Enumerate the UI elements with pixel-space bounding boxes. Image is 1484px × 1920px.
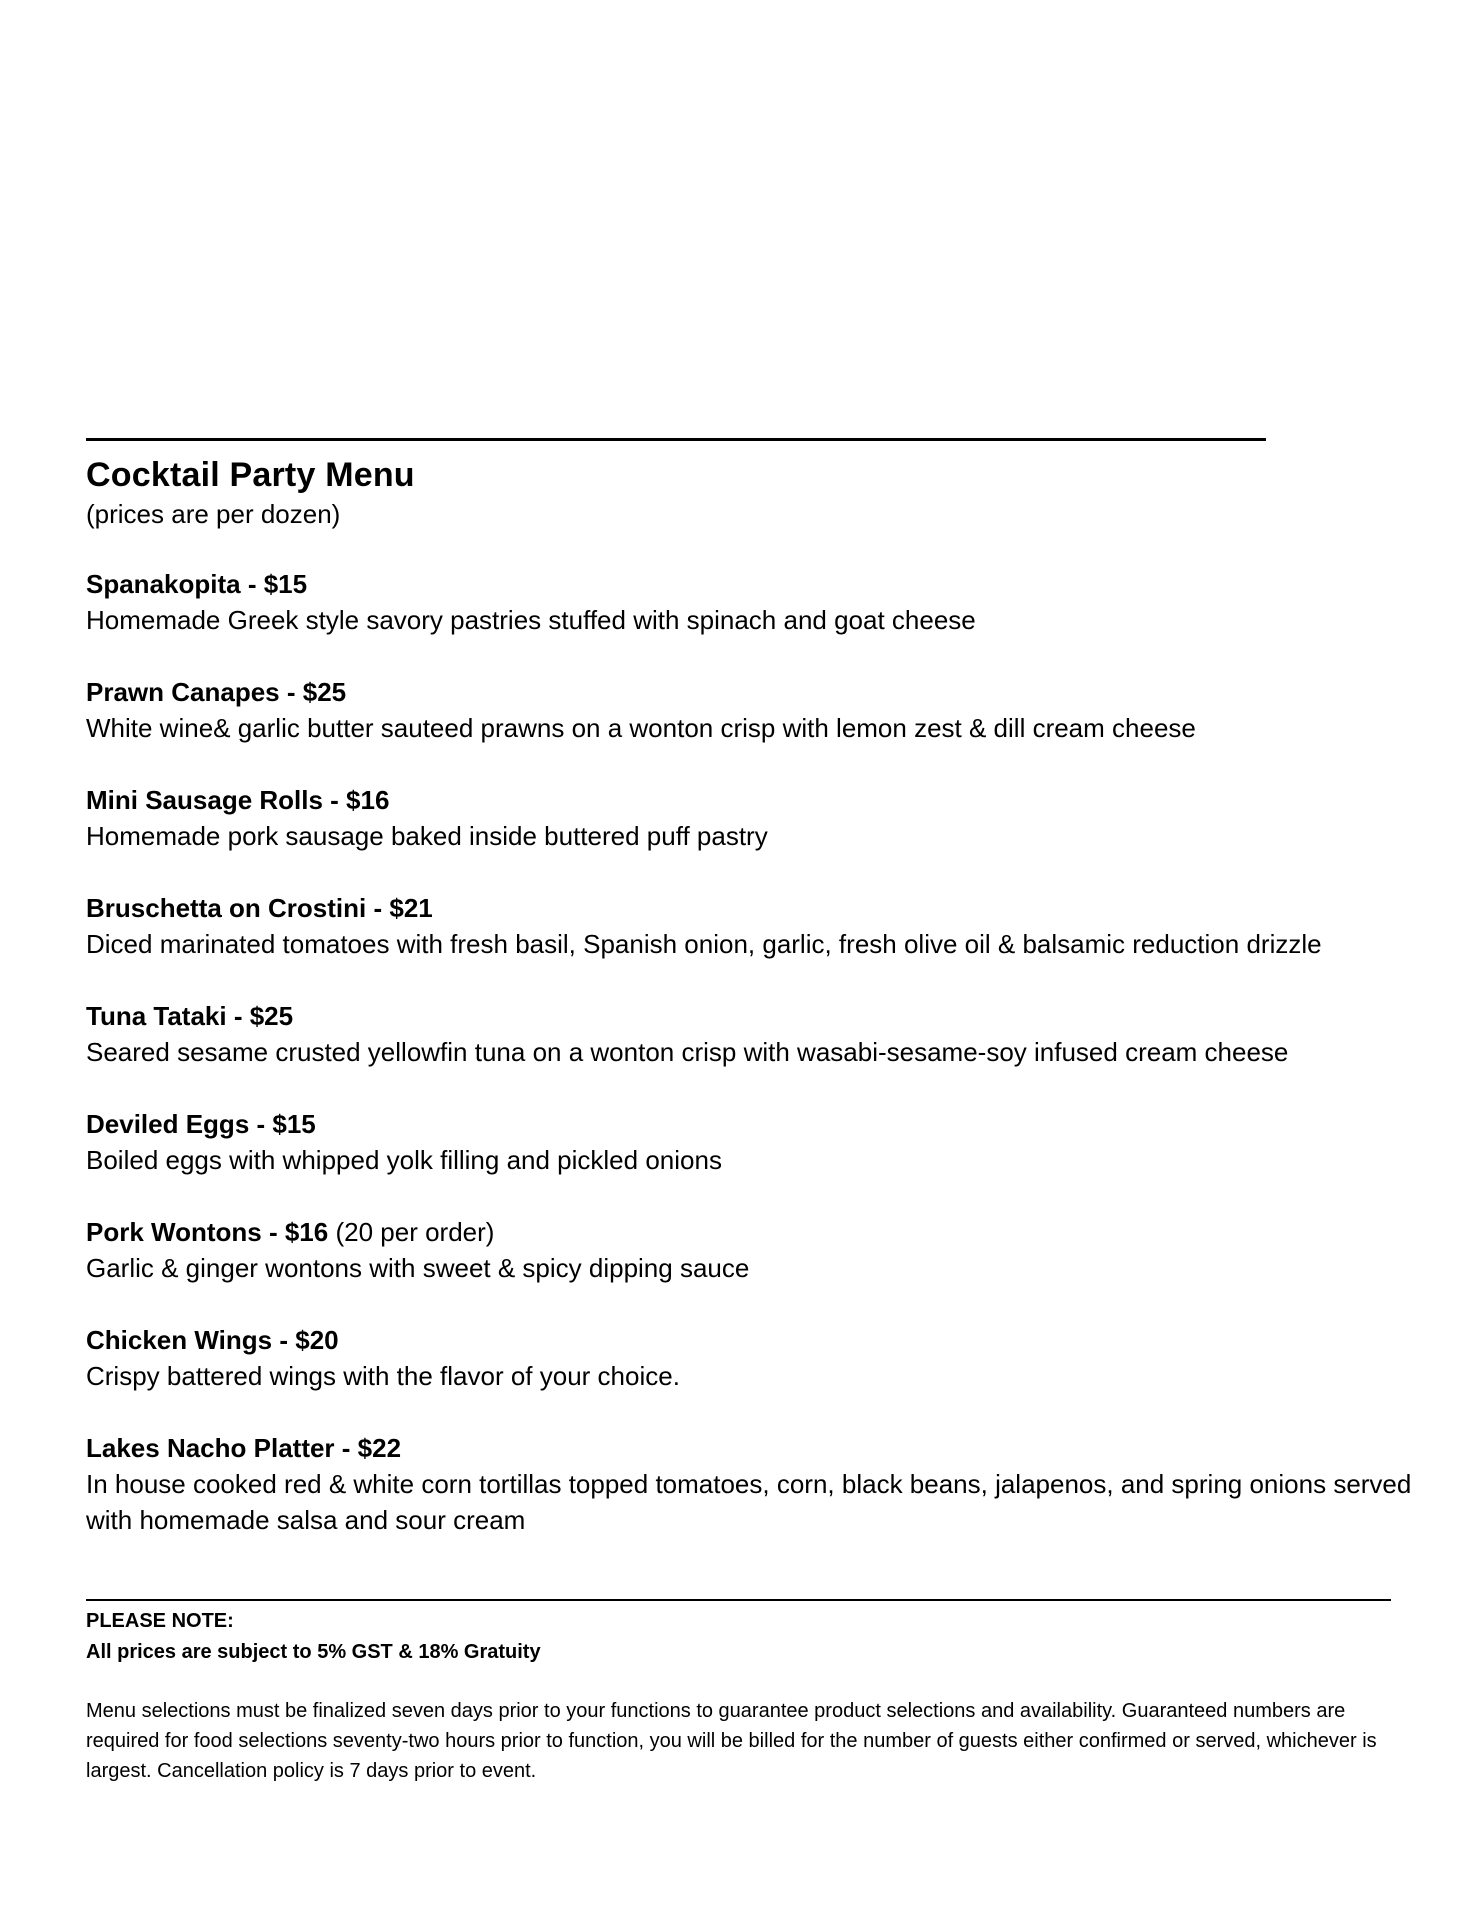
- cocktail-menu: [86, 454, 1426, 1574]
- menu-item-description: Homemade pork sausage baked inside buttered puff pastry: [86, 821, 768, 851]
- top-divider: [86, 438, 1266, 441]
- menu-item-note: (20 per order): [335, 1217, 495, 1247]
- menu-item-heading: [86, 1322, 1426, 1358]
- page-subtitle: (prices are per dozen): [86, 499, 341, 529]
- menu-item: [86, 1106, 1426, 1178]
- menu-item: [86, 890, 1426, 962]
- menu-item: [86, 674, 1426, 746]
- menu-item-name: Chicken Wings - $20: [86, 1325, 339, 1355]
- page-title: Cocktail Party Menu: [86, 456, 415, 494]
- menu-item: [86, 1214, 1426, 1286]
- menu-item: [86, 998, 1426, 1070]
- menu-item-description: Seared sesame crusted yellowfin tuna on a wonton crisp with wasabi-sesame-soy infused cream cheese: [86, 1037, 1289, 1067]
- bottom-divider: [86, 1599, 1391, 1601]
- menu-item-heading: [86, 890, 1426, 926]
- menu-item-name: Mini Sausage Rolls - $16: [86, 785, 390, 815]
- menu-item-name: Pork Wontons - $16: [86, 1217, 329, 1247]
- menu-item-heading: [86, 998, 1426, 1034]
- menu-item-heading: [86, 1214, 1426, 1250]
- menu-item: [86, 566, 1426, 638]
- policy-note: Menu selections must be finalized seven days prior to your functions to guarantee product selections and availability. Guaranteed numbers are required for food selections seventy-two hours prior to function, you will be billed for the number of guests either confirmed or served, whichever is largest. Cancellation policy is 7 days prior to event.: [86, 1700, 1377, 1782]
- menu-item-name: Deviled Eggs - $15: [86, 1109, 316, 1139]
- menu-item-description: White wine& garlic butter sauteed prawns on a wonton crisp with lemon zest & dill cream cheese: [86, 713, 1196, 743]
- menu-item-name: Tuna Tataki - $25: [86, 1001, 294, 1031]
- menu-item: [86, 782, 1426, 854]
- menu-items: [86, 566, 1426, 1538]
- taxes-note: All prices are subject to 5% GST & 18% Gratuity: [86, 1641, 541, 1663]
- menu-item-description: Homemade Greek style savory pastries stuffed with spinach and goat cheese: [86, 605, 976, 635]
- menu-item-heading: [86, 1106, 1426, 1142]
- menu-item-name: Lakes Nacho Platter - $22: [86, 1433, 402, 1463]
- menu-item-heading: [86, 566, 1426, 602]
- menu-item: [86, 1322, 1426, 1394]
- notes-section: [86, 1606, 1396, 1786]
- menu-item-description: Boiled eggs with whipped yolk filling and pickled onions: [86, 1145, 722, 1175]
- menu-item-heading: [86, 782, 1426, 818]
- menu-item-description: In house cooked red & white corn tortillas topped tomatoes, corn, black beans, jalapenos, and spring onions served with homemade salsa and sour cream: [86, 1469, 1412, 1535]
- menu-item-name: Spanakopita - $15: [86, 569, 308, 599]
- menu-item-description: Garlic & ginger wontons with sweet & spicy dipping sauce: [86, 1253, 750, 1283]
- menu-item-name: Bruschetta on Crostini - $21: [86, 893, 433, 923]
- menu-item: [86, 1430, 1426, 1538]
- menu-item-name: Prawn Canapes - $25: [86, 677, 347, 707]
- menu-item-heading: [86, 674, 1426, 710]
- notes-heading: PLEASE NOTE:: [86, 1610, 234, 1632]
- menu-item-heading: [86, 1430, 1426, 1466]
- menu-item-description: Crispy battered wings with the flavor of your choice.: [86, 1361, 680, 1391]
- menu-item-description: Diced marinated tomatoes with fresh basil, Spanish onion, garlic, fresh olive oil & balsamic reduction drizzle: [86, 929, 1322, 959]
